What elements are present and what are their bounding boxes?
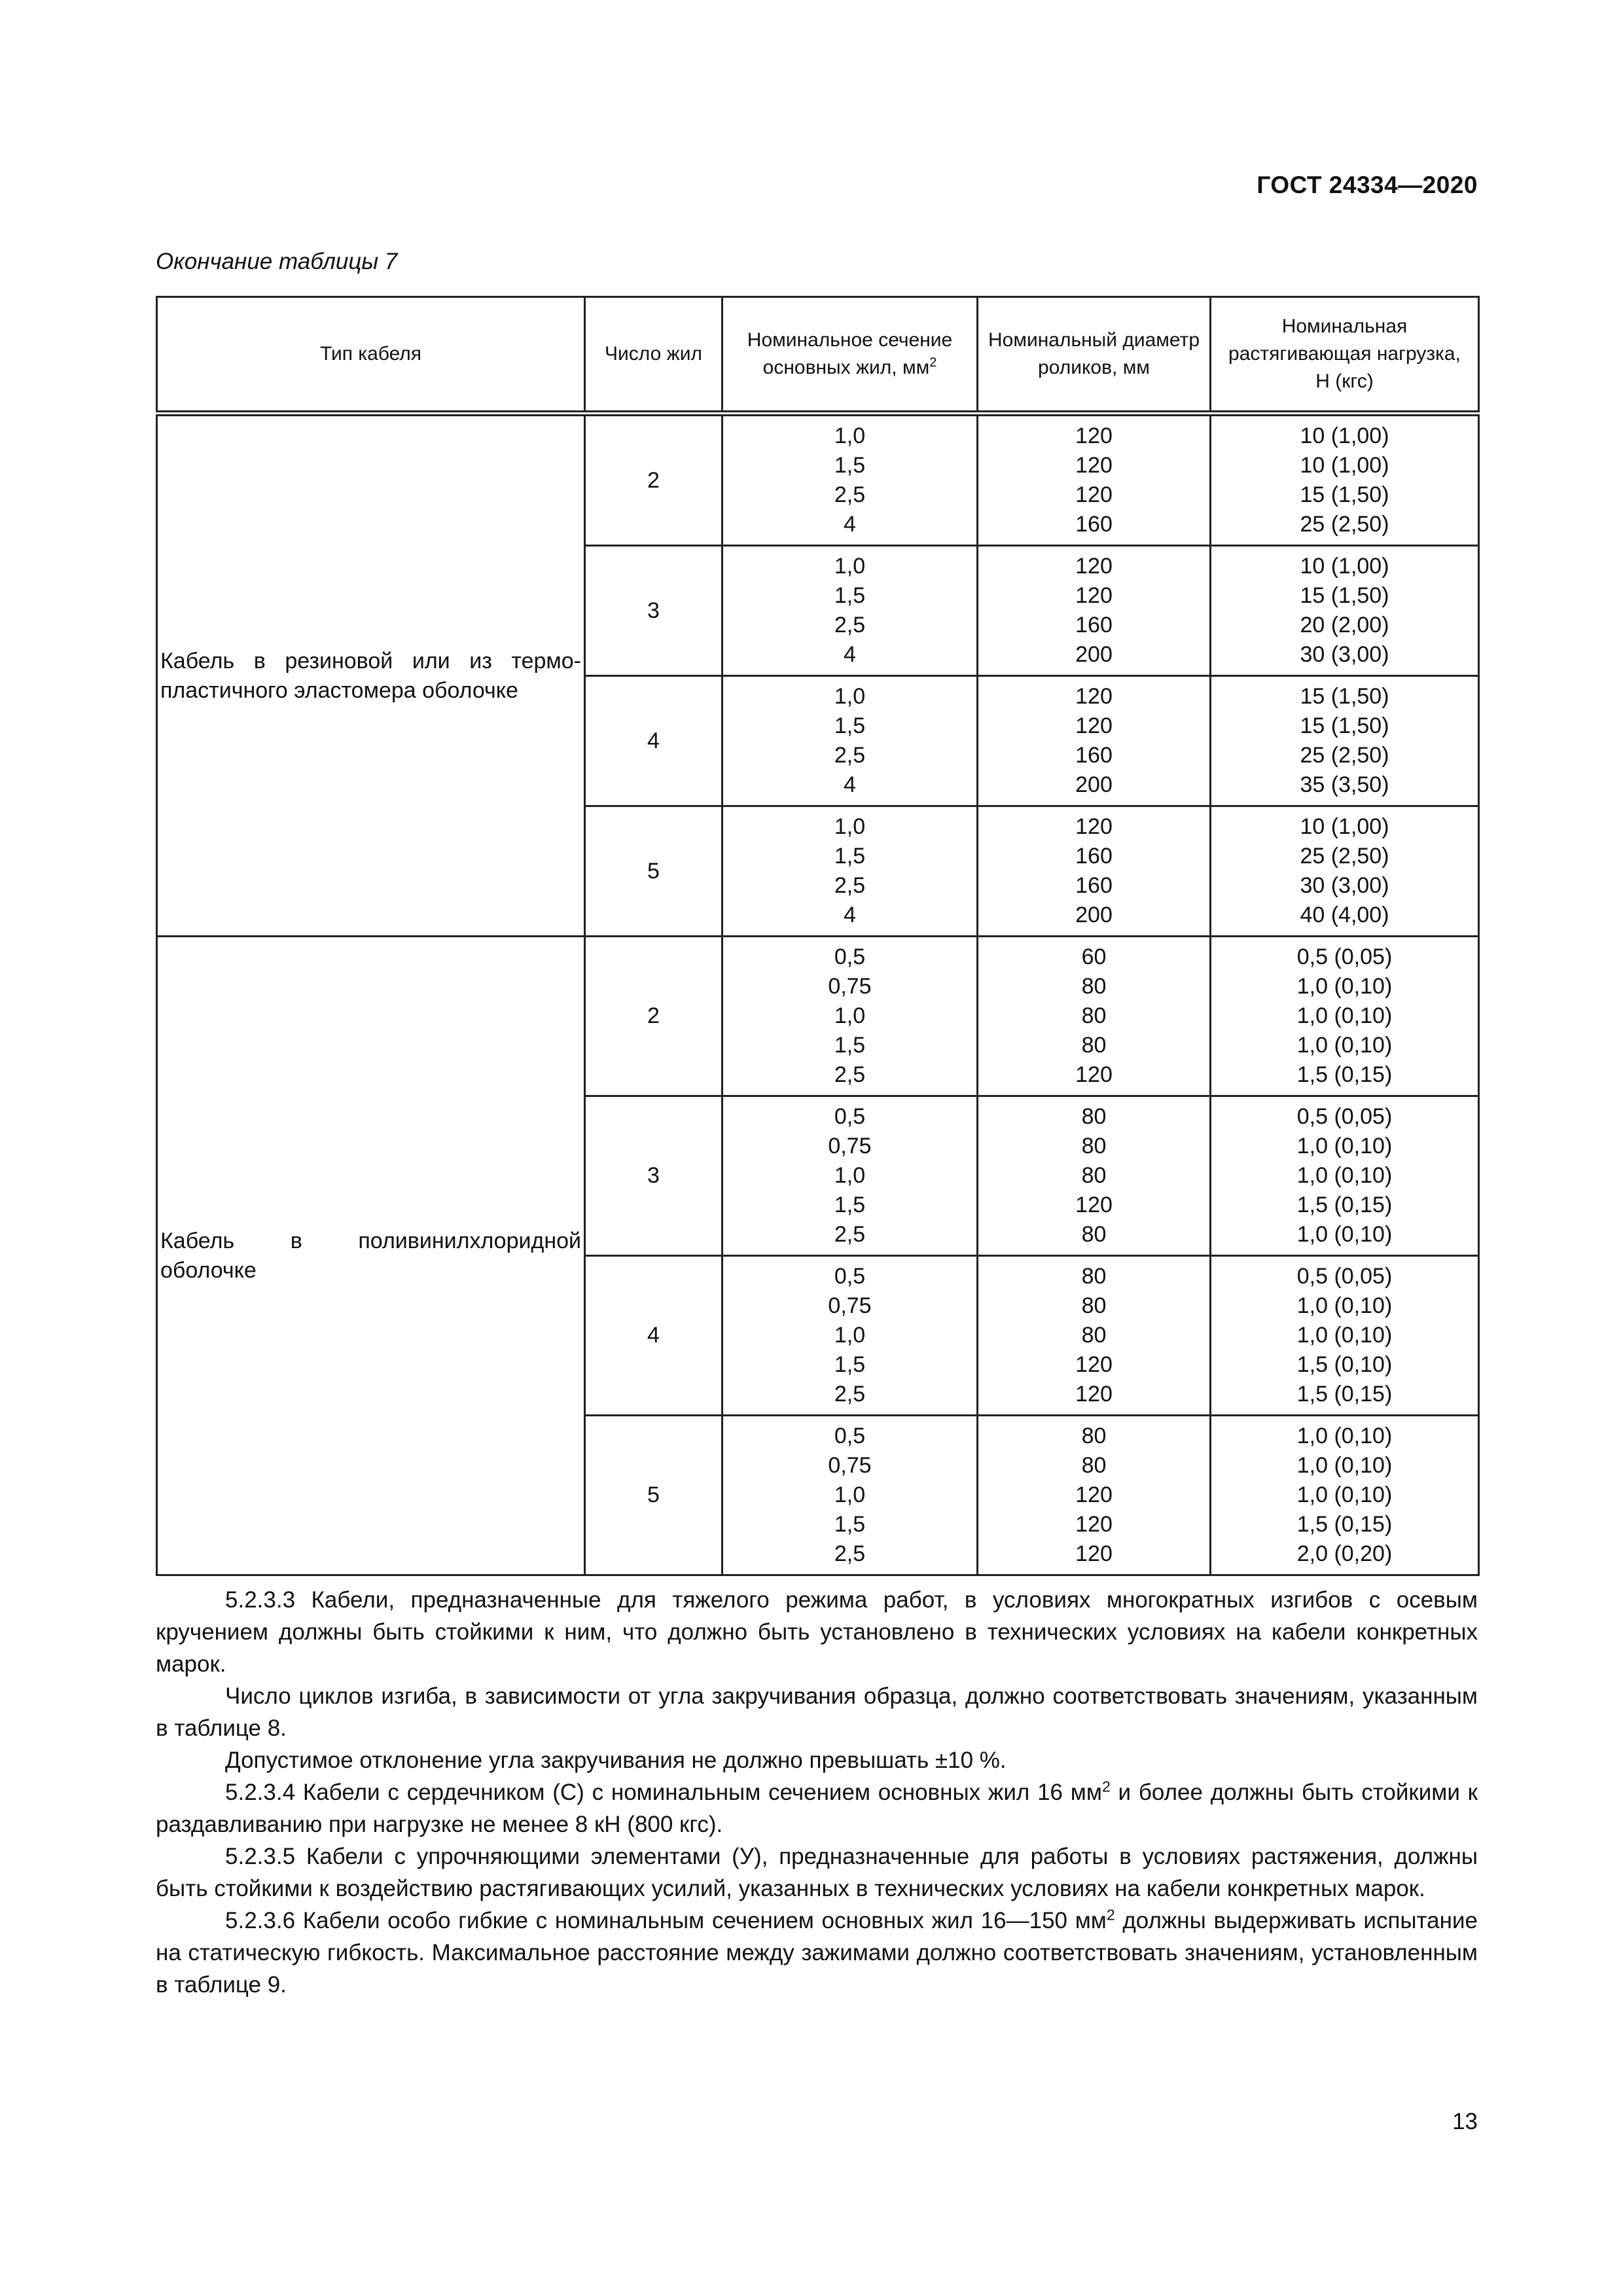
load-value: 20 (2,00): [1300, 613, 1389, 637]
load-value: 10 (1,00): [1300, 554, 1389, 579]
load-value: 15 (1,50): [1300, 684, 1389, 709]
section-value: 0,75: [828, 1293, 872, 1318]
load-value: 25 (2,50): [1300, 512, 1389, 537]
section-value: 0,5: [834, 1104, 866, 1129]
load-value: 1,0 (0,10): [1296, 1033, 1393, 1058]
cell-section: [722, 546, 978, 676]
header-section-sup: 2: [929, 355, 937, 370]
paragraph-text: 5.2.3.4 Кабели с сердечником (С) с номинальным сечением основных жил 16 мм: [225, 1780, 1102, 1805]
load-value: 10 (1,00): [1300, 453, 1389, 478]
cell-cable-type: [157, 414, 585, 937]
table-header-row: [157, 297, 1479, 414]
section-value: 4: [844, 642, 856, 667]
cell-cores: 5: [585, 1416, 722, 1575]
diameter-value: 120: [1075, 1062, 1113, 1087]
section-value: 0,5: [834, 944, 866, 969]
section-value: 1,0: [834, 1003, 866, 1028]
load-value: 10 (1,00): [1300, 423, 1389, 448]
section-value: 2,5: [834, 482, 866, 507]
cell-load: [1211, 414, 1479, 546]
cell-load: [1211, 676, 1479, 806]
standard-designation: ГОСТ 24334—2020: [1257, 171, 1478, 198]
load-value: 25 (2,50): [1300, 743, 1389, 768]
load-value: 35 (3,50): [1300, 772, 1389, 797]
diameter-value: 80: [1081, 1033, 1107, 1058]
load-value: 1,0 (0,10): [1296, 1163, 1393, 1188]
section-value: 0,75: [828, 974, 872, 999]
diameter-value: 120: [1075, 1512, 1113, 1537]
load-value: 1,5 (0,15): [1296, 1062, 1393, 1087]
section-value: 2,5: [834, 613, 866, 637]
header-cores: Число жил: [585, 297, 722, 414]
paragraph-text-cont: и более должны быть стойкими к раздавливанию при нагрузке не менее 8 кН (800 кгс).: [156, 1780, 1478, 1837]
diameter-value: 80: [1081, 1293, 1107, 1318]
section-value: 0,5: [834, 1264, 866, 1289]
diameter-value: 80: [1081, 1424, 1107, 1448]
cell-diameter: [978, 1256, 1211, 1416]
diameter-value: 80: [1081, 1323, 1107, 1348]
paragraph: [156, 1680, 1478, 1744]
load-value: 30 (3,00): [1300, 873, 1389, 898]
cell-diameter: [978, 937, 1211, 1096]
diameter-value: 160: [1075, 613, 1113, 637]
section-value: 1,0: [834, 423, 866, 448]
diameter-value: 120: [1075, 453, 1113, 478]
section-value: 2,5: [834, 743, 866, 768]
cell-load: [1211, 1416, 1479, 1575]
section-value: 0,5: [834, 1424, 866, 1448]
load-value: 0,5 (0,05): [1296, 944, 1393, 969]
cell-cores: 3: [585, 1096, 722, 1256]
header-section-label: Номинальное сечение основных жил, мм: [747, 329, 953, 378]
load-value: 1,5 (0,15): [1296, 1193, 1393, 1217]
diameter-value: 80: [1081, 1222, 1107, 1247]
load-value: 1,0 (0,10): [1296, 1134, 1393, 1158]
load-value: 1,0 (0,10): [1296, 1003, 1393, 1028]
table-caption: Окончание таблицы 7: [156, 249, 398, 274]
diameter-value: 80: [1081, 1163, 1107, 1188]
load-value: 1,0 (0,10): [1296, 1453, 1393, 1478]
diameter-value: 120: [1075, 713, 1113, 738]
section-value: 1,5: [834, 583, 866, 608]
load-value: 40 (4,00): [1300, 903, 1389, 927]
paragraph: [156, 1840, 1478, 1905]
cell-section: [722, 414, 978, 546]
cell-section: [722, 676, 978, 806]
cell-section: [722, 1416, 978, 1575]
load-value: 1,0 (0,10): [1296, 1424, 1393, 1448]
diameter-value: 120: [1075, 482, 1113, 507]
load-value: 1,0 (0,10): [1296, 974, 1393, 999]
diameter-value: 120: [1075, 1482, 1113, 1507]
section-value: 2,5: [834, 1382, 866, 1407]
cell-load: [1211, 937, 1479, 1096]
diameter-value: 120: [1075, 814, 1113, 839]
diameter-value: 160: [1075, 844, 1113, 869]
paragraph-text: 5.2.3.3 Кабели, предназначенные для тяжелого режима работ, в условиях многократных изгибов с осевым кручением должны быть стойкими к ним, что должно быть установлено в технических условиях на кабели конкретных марок.: [156, 1587, 1478, 1677]
diameter-value: 200: [1075, 903, 1113, 927]
diameter-value: 160: [1075, 873, 1113, 898]
paragraph-sup: 2: [1101, 1778, 1111, 1795]
paragraph-text-cont: должны выдерживать испытание на статическую гибкость. Максимальное расстояние между зажимами должно соответствовать значениям, установленным в таблице 9.: [156, 1908, 1478, 1998]
section-value: 1,5: [834, 1352, 866, 1377]
diameter-value: 200: [1075, 772, 1113, 797]
section-value: 2,5: [834, 1062, 866, 1087]
cell-cores: 2: [585, 937, 722, 1096]
load-value: 1,5 (0,10): [1296, 1352, 1393, 1377]
cell-cable-type: [157, 937, 585, 1575]
load-value: 1,0 (0,10): [1296, 1222, 1393, 1247]
section-value: 1,5: [834, 453, 866, 478]
load-value: 2,0 (0,20): [1296, 1541, 1393, 1566]
section-value: 1,0: [834, 1482, 866, 1507]
diameter-value: 120: [1075, 583, 1113, 608]
load-value: 10 (1,00): [1300, 814, 1389, 839]
cell-section: [722, 937, 978, 1096]
table-row: [157, 937, 1479, 1096]
paragraph: [156, 1905, 1478, 2001]
header-load: Номинальная растягивающая нагрузка, Н (кгс): [1211, 297, 1479, 414]
diameter-value: 80: [1081, 1264, 1107, 1289]
cell-cores: 2: [585, 414, 722, 546]
header-diameter: Номинальный диаметр роликов, мм: [978, 297, 1211, 414]
table-body: [157, 414, 1479, 1575]
section-value: 1,0: [834, 1163, 866, 1188]
diameter-value: 160: [1075, 743, 1113, 768]
section-value: 1,5: [834, 1033, 866, 1058]
section-value: 1,0: [834, 554, 866, 579]
load-value: 1,0 (0,10): [1296, 1323, 1393, 1348]
cable-type-text: Кабель в резиновой или из термо-пластичного эластомера оболочке: [160, 648, 581, 703]
section-value: 0,75: [828, 1134, 872, 1158]
cell-load: [1211, 546, 1479, 676]
diameter-value: 120: [1075, 1193, 1113, 1217]
load-value: 30 (3,00): [1300, 642, 1389, 667]
cell-diameter: [978, 676, 1211, 806]
load-value: 0,5 (0,05): [1296, 1264, 1393, 1289]
cell-diameter: [978, 546, 1211, 676]
load-value: 0,5 (0,05): [1296, 1104, 1393, 1129]
load-value: 1,0 (0,10): [1296, 1293, 1393, 1318]
section-value: 4: [844, 772, 856, 797]
diameter-value: 120: [1075, 1382, 1113, 1407]
load-value: 25 (2,50): [1300, 844, 1389, 869]
paragraph-text: 5.2.3.5 Кабели с упрочняющими элементами (У), предназначенные для работы в условиях растяжения, должны быть стойкими к воздействию растягивающих усилий, указанных в технических условиях на кабели конкретных марок.: [156, 1844, 1478, 1901]
diameter-value: 80: [1081, 1453, 1107, 1478]
header-cable-type: Тип кабеля: [157, 297, 585, 414]
section-value: 0,75: [828, 1453, 872, 1478]
diameter-value: 120: [1075, 423, 1113, 448]
diameter-value: 60: [1081, 944, 1107, 969]
paragraph: [156, 1776, 1478, 1840]
page-number: 13: [1452, 2109, 1478, 2134]
cell-diameter: [978, 1096, 1211, 1256]
paragraph-text: 5.2.3.6 Кабели особо гибкие с номинальным сечением основных жил 16—150 мм: [225, 1908, 1107, 1933]
section-value: 4: [844, 512, 856, 537]
body-text: [156, 1584, 1478, 2001]
section-value: 1,0: [834, 814, 866, 839]
load-value: 15 (1,50): [1300, 482, 1389, 507]
diameter-value: 120: [1075, 684, 1113, 709]
diameter-value: 80: [1081, 974, 1107, 999]
section-value: 1,5: [834, 713, 866, 738]
cable-type-text: Кабель в поливинилхлоридной оболочке: [160, 1228, 581, 1283]
cell-cores: 4: [585, 676, 722, 806]
diameter-value: 120: [1075, 1352, 1113, 1377]
cell-cores: 3: [585, 546, 722, 676]
table-row: [157, 414, 1479, 546]
cell-load: [1211, 1096, 1479, 1256]
cell-cores: 4: [585, 1256, 722, 1416]
diameter-value: 80: [1081, 1134, 1107, 1158]
cell-diameter: [978, 1416, 1211, 1575]
section-value: 1,5: [834, 1512, 866, 1537]
cable-parameters-table: [156, 296, 1480, 1576]
section-value: 1,5: [834, 1193, 866, 1217]
diameter-value: 200: [1075, 642, 1113, 667]
diameter-value: 160: [1075, 512, 1113, 537]
header-section: [722, 297, 978, 414]
load-value: 15 (1,50): [1300, 583, 1389, 608]
section-value: 2,5: [834, 1541, 866, 1566]
paragraph-text: Число циклов изгиба, в зависимости от угла закручивания образца, должно соответствовать значениям, указанным в таблице 8.: [156, 1683, 1478, 1741]
load-value: 15 (1,50): [1300, 713, 1389, 738]
paragraph-text: Допустимое отклонение угла закручивания не должно превышать ±10 %.: [225, 1748, 1007, 1773]
section-value: 1,5: [834, 844, 866, 869]
paragraph-sup: 2: [1106, 1906, 1115, 1924]
cell-section: [722, 1256, 978, 1416]
section-value: 1,0: [834, 1323, 866, 1348]
cell-cores: 5: [585, 806, 722, 937]
section-value: 1,0: [834, 684, 866, 709]
paragraph: [156, 1584, 1478, 1680]
diameter-value: 120: [1075, 554, 1113, 579]
load-value: 1,5 (0,15): [1296, 1512, 1393, 1537]
cell-section: [722, 806, 978, 937]
cell-diameter: [978, 414, 1211, 546]
cell-load: [1211, 1256, 1479, 1416]
cell-section: [722, 1096, 978, 1256]
load-value: 1,0 (0,10): [1296, 1482, 1393, 1507]
paragraph: [156, 1744, 1478, 1776]
diameter-value: 120: [1075, 1541, 1113, 1566]
load-value: 1,5 (0,15): [1296, 1382, 1393, 1407]
diameter-value: 80: [1081, 1003, 1107, 1028]
cell-load: [1211, 806, 1479, 937]
cell-diameter: [978, 806, 1211, 937]
section-value: 2,5: [834, 873, 866, 898]
section-value: 2,5: [834, 1222, 866, 1247]
diameter-value: 80: [1081, 1104, 1107, 1129]
section-value: 4: [844, 903, 856, 927]
